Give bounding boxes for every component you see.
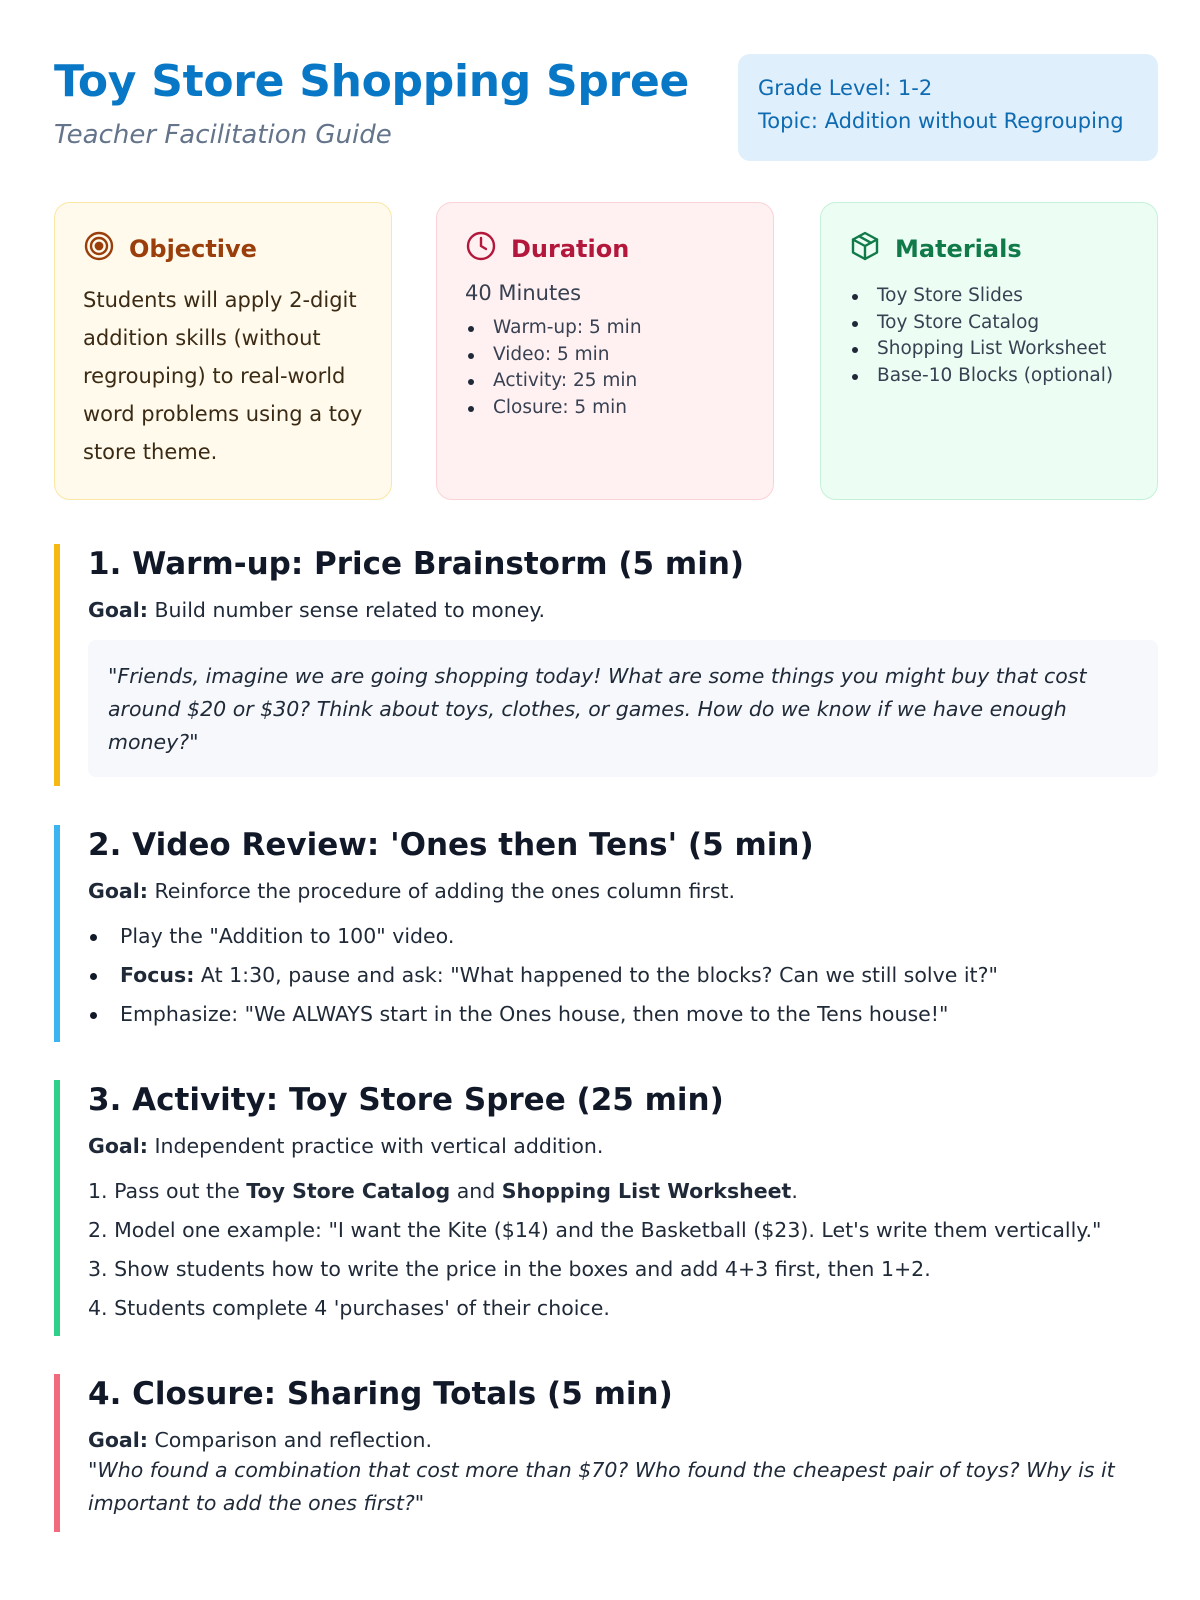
duration-card <box>436 202 774 500</box>
list-item <box>88 956 1158 995</box>
section-closure <box>54 1374 1158 1532</box>
goal-text: Comparison and reflection. <box>147 1428 432 1452</box>
objective-heading: Objective <box>129 235 257 263</box>
section-title: 2. Video Review: 'Ones then Tens' (5 min) <box>88 827 814 863</box>
goal-label: Goal: <box>88 1428 148 1452</box>
list-item <box>88 1289 1158 1328</box>
closure-quote: "Who found a combination that cost more than $70? Who found the cheapest pair of toys? Why is it important to add the ones first?" <box>88 1458 1115 1515</box>
page-subtitle: Teacher Facilitation Guide <box>54 120 392 150</box>
clock-icon <box>465 230 497 268</box>
materials-item: Shopping List Worksheet <box>849 336 1129 363</box>
section-goal <box>88 596 1158 624</box>
list-item <box>88 1250 1158 1289</box>
duration-heading-row <box>465 231 745 267</box>
section-warm-up <box>54 544 1158 786</box>
lesson-guide-page <box>54 54 1158 1554</box>
objective-text: Students will apply 2-digit addition skills (without regrouping) to real-world word problems using a toy store theme. <box>83 288 363 464</box>
title-block <box>54 54 689 150</box>
target-icon <box>83 230 115 268</box>
materials-heading: Materials <box>895 235 1022 263</box>
duration-item: Activity: 25 min <box>465 368 745 395</box>
list-item-text: Play the "Addition to 100" video. <box>120 924 455 948</box>
video-steps-list <box>88 917 1158 1034</box>
materials-item: Toy Store Catalog <box>849 310 1129 337</box>
grade-topic-box <box>738 54 1158 161</box>
list-item <box>88 995 1158 1034</box>
box-icon <box>849 230 881 268</box>
section-goal <box>88 877 1158 905</box>
goal-text: Independent practice with vertical addition. <box>147 1134 604 1158</box>
duration-item: Closure: 5 min <box>465 395 745 422</box>
section-goal <box>88 1132 1158 1160</box>
step-text: 1. Pass out the <box>88 1179 247 1203</box>
materials-list <box>849 283 1129 389</box>
goal-text: Reinforce the procedure of adding the ones column first. <box>147 879 736 903</box>
section-title: 4. Closure: Sharing Totals (5 min) <box>88 1376 673 1412</box>
list-item-text: At 1:30, pause and ask: "What happened to the blocks? Can we still solve it?" <box>194 963 998 987</box>
goal-text: Build number sense related to money. <box>147 598 546 622</box>
duration-list <box>465 315 745 421</box>
step-text: 3. Show students how to write the price in the boxes and add 4+3 first, then 1+2. <box>88 1257 931 1281</box>
topic: Topic: Addition without Regrouping <box>758 109 1124 133</box>
step-bold-text: Shopping List Worksheet <box>501 1179 792 1203</box>
section-title: 3. Activity: Toy Store Spree (25 min) <box>88 1082 724 1118</box>
summary-cards <box>54 202 1158 500</box>
step-text: and <box>450 1179 502 1203</box>
step-bold-text: Toy Store Catalog <box>246 1179 451 1203</box>
goal-label: Goal: <box>88 1134 148 1158</box>
duration-item: Video: 5 min <box>465 342 745 369</box>
objective-card <box>54 202 392 500</box>
page-header <box>54 54 1158 162</box>
section-activity <box>54 1080 1158 1336</box>
section-video-review <box>54 825 1158 1042</box>
step-text: 4. Students complete 4 'purchases' of their choice. <box>88 1296 610 1320</box>
focus-label: Focus: <box>120 963 195 987</box>
objective-heading-row <box>83 231 363 267</box>
goal-label: Goal: <box>88 879 148 903</box>
list-item <box>88 917 1158 956</box>
materials-card <box>820 202 1158 500</box>
materials-item: Toy Store Slides <box>849 283 1129 310</box>
step-text: 2. Model one example: "I want the Kite ($14) and the Basketball ($23). Let's write them vertically." <box>88 1218 1102 1242</box>
materials-item: Base-10 Blocks (optional) <box>849 363 1129 390</box>
section-title: 1. Warm-up: Price Brainstorm (5 min) <box>88 546 745 582</box>
teacher-script-quote: "Friends, imagine we are going shopping today! What are some things you might buy that cost around $20 or $30? Think about toys, clothes, or games. How do we know if we have enough money?" <box>88 640 1158 777</box>
duration-total: 40 Minutes <box>465 281 582 305</box>
duration-item: Warm-up: 5 min <box>465 315 745 342</box>
list-item-text: Emphasize: "We ALWAYS start in the Ones house, then move to the Tens house!" <box>120 1002 949 1026</box>
list-item <box>88 1211 1158 1250</box>
list-item <box>88 1172 1158 1211</box>
section-goal <box>88 1426 1158 1454</box>
goal-label: Goal: <box>88 598 148 622</box>
step-text: . <box>791 1179 798 1203</box>
duration-heading: Duration <box>511 235 630 263</box>
materials-heading-row <box>849 231 1129 267</box>
page-title: Toy Store Shopping Spree <box>54 56 690 107</box>
activity-steps-list <box>88 1172 1158 1328</box>
grade-level: Grade Level: 1-2 <box>758 76 933 100</box>
